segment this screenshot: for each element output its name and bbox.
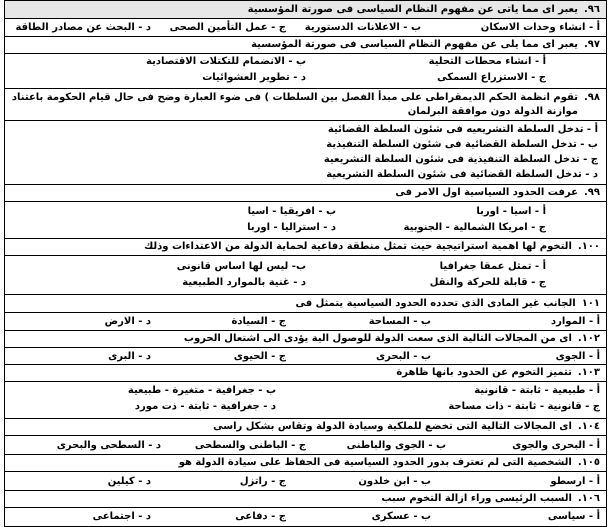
question-header — [5, 37, 606, 54]
option-d[interactable]: د - كيلين — [107, 476, 151, 487]
question-number: ٩٨. — [583, 92, 600, 103]
question-header — [5, 239, 606, 256]
question-header — [5, 365, 606, 382]
option-d[interactable]: د - السطحى والبحرى — [56, 440, 161, 451]
question-header — [5, 331, 606, 348]
option-c[interactable]: ج - الباطنى والسطحى — [194, 440, 306, 451]
question-104 — [4, 418, 607, 456]
option-a[interactable]: أ - انشاء وحدات الاسكان — [480, 22, 600, 33]
option-c[interactable]: ج - امريكا الشمالية - الجنوبية — [403, 222, 546, 233]
question-text: تقوم انظمة الحكم الديمقراطى على مبدأ الفصل بين السلطات ) فى ضوء العبارة وضح فى حال قيام الحكومة باعتناد موازنة الدولة دون موافقة البرلمان — [11, 92, 578, 117]
option-b[interactable]: ب - البحرى — [375, 351, 431, 362]
option-d[interactable]: د - الارض — [104, 316, 151, 327]
question-106 — [4, 490, 607, 527]
question-number: ٩٦. — [583, 3, 600, 15]
question-97 — [4, 36, 607, 90]
option-d[interactable]: د - استراليا - اوربا — [247, 222, 336, 233]
option-c[interactable]: ج - السيادة — [231, 316, 286, 327]
question-102 — [4, 330, 607, 366]
option-a[interactable]: أ - الجوى — [555, 351, 600, 362]
question-103 — [4, 364, 607, 420]
option-c[interactable]: ج - عمل التأمين الصحى — [169, 22, 286, 33]
question-text: يعبر اى مما ياتى عن مفهوم النظام السياسى فى صورتة المؤسسية — [247, 3, 578, 15]
option-d[interactable]: د - اجتماعى — [92, 511, 151, 522]
question-number: ٩٩. — [583, 187, 600, 198]
option-c[interactable]: ج - الحيوى — [233, 351, 286, 362]
question-number: ١٠٥. — [577, 457, 600, 468]
option-c[interactable]: ج - دفاعى — [235, 511, 286, 522]
option-b[interactable]: ب - الجوى والباطنى — [346, 440, 446, 451]
question-text: يعبر اى مما يلى عن مفهوم النظام السياسى فى صورتة المؤسسية — [251, 39, 578, 50]
option-d[interactable]: د - البرى — [108, 351, 151, 362]
question-100 — [4, 238, 607, 296]
question-header — [5, 89, 606, 121]
question-number: ١٠٢. — [577, 333, 600, 344]
question-98 — [4, 88, 607, 186]
option-a[interactable]: أ - انشاء محطات التحلية — [428, 56, 546, 67]
option-b[interactable]: ب - ابن خلدون — [358, 476, 431, 487]
exam-sheet — [4, 0, 607, 527]
option-d[interactable]: د - تطوير العشوائيات — [202, 72, 306, 83]
question-header — [5, 185, 606, 202]
option-a[interactable]: أ - اسيا - اوربا — [476, 206, 546, 217]
question-105 — [4, 454, 607, 492]
option-a[interactable]: أ - سياسى — [547, 511, 600, 522]
option-b[interactable]: ب- ليس لها اساس قانونى — [176, 261, 306, 272]
option-a[interactable]: أ - تدخل السلطة التشريعيه فى شئون السلطة القضائية — [327, 124, 598, 135]
option-a[interactable]: أ - ارسطو — [550, 476, 600, 487]
option-b[interactable]: ب - عسكرى — [371, 511, 431, 522]
question-header — [5, 1, 606, 19]
question-number: ١٠١ — [581, 297, 600, 309]
question-number: ١٠٦. — [577, 493, 600, 504]
option-b[interactable]: ب - الاعلانات الدستورية — [304, 22, 421, 33]
option-d[interactable]: د - تدخل السلطة القضائية فى شئون السلطة التشريعية — [326, 169, 598, 180]
option-b[interactable]: ب - الانضمام للتكتلات الاقتصادية — [146, 56, 306, 67]
option-c[interactable]: ج - قانونية - ثابتة - ذات مساحة — [448, 401, 600, 412]
option-b[interactable]: ب - المساحة — [368, 316, 431, 327]
question-header — [5, 419, 606, 436]
question-text: تتميز التخوم عن الحدود بانها ظاهرة — [396, 367, 572, 378]
question-text: اى المجالات التالية التى تخضع للملكية وسيادة الدولة وتقاس بشكل راسى — [213, 421, 572, 432]
option-c[interactable]: ج - قابلة للحركة والنقل — [429, 277, 546, 288]
option-a[interactable]: أ - تمثل عمقا جغرافيا — [439, 261, 546, 272]
question-number: ٩٧. — [583, 39, 600, 50]
option-b[interactable]: ب - جغرافية - متغيرة - طبيعية — [127, 385, 276, 396]
option-c[interactable]: ج - راتزل — [239, 476, 286, 487]
question-99 — [4, 184, 607, 240]
option-d[interactable]: د - جغرافية - ثابتة - ذت مورد — [134, 401, 276, 412]
question-text: التخوم لها اهمية استراتيجية حيث تمثل منطقة دفاعية لحماية الدولة من الاعتداءات وذلك — [144, 241, 572, 252]
question-text: الشخصية التى لم تعترف بدور الحدود السياسية فى الحفاظ على سيادة الدولة هو — [178, 457, 572, 468]
option-b[interactable]: ب - افريقيا - اسيا — [247, 206, 336, 217]
option-d[interactable]: د - غنية بالموارد الطبيعية — [182, 277, 306, 288]
question-text: السبب الرئيسى وراء ازالة التخوم سبب — [381, 493, 572, 504]
question-number: ١٠٤. — [577, 421, 600, 432]
question-header — [5, 295, 606, 313]
option-c[interactable]: ج - الاستزراع السمكى — [437, 72, 546, 83]
option-a[interactable]: أ - الموارد — [550, 316, 600, 327]
option-a[interactable]: أ - البحرى والجوى — [512, 440, 600, 451]
option-d[interactable]: د - البحث عن مصادر الطاقة — [15, 22, 151, 33]
question-number: ١٠٣. — [577, 367, 600, 378]
question-header — [5, 491, 606, 508]
option-b[interactable]: ب - تدخل السلطة القضائية فى شئون السلطة التنفيذية — [326, 139, 598, 150]
question-number: ١٠٠. — [577, 241, 600, 252]
question-96 — [4, 0, 607, 38]
question-101 — [4, 294, 607, 332]
question-text: اى من المجالات التالية الذى سعت الدولة للوصول الية يؤدى الى اشتعال الحروب — [183, 333, 572, 344]
option-a[interactable]: أ - طبيعية - ثابتة - قانونية — [474, 385, 600, 396]
question-text: الجانب غير المادى الذى تحدده الحدود السياسية يتمثل فى — [295, 297, 576, 309]
question-header — [5, 455, 606, 472]
question-text: عرفت الحدود السياسية اول الامر فى — [395, 187, 578, 198]
option-c[interactable]: ج - تدخل السلطة التنفيذية فى شئون السلطة التشريعية — [323, 154, 598, 165]
